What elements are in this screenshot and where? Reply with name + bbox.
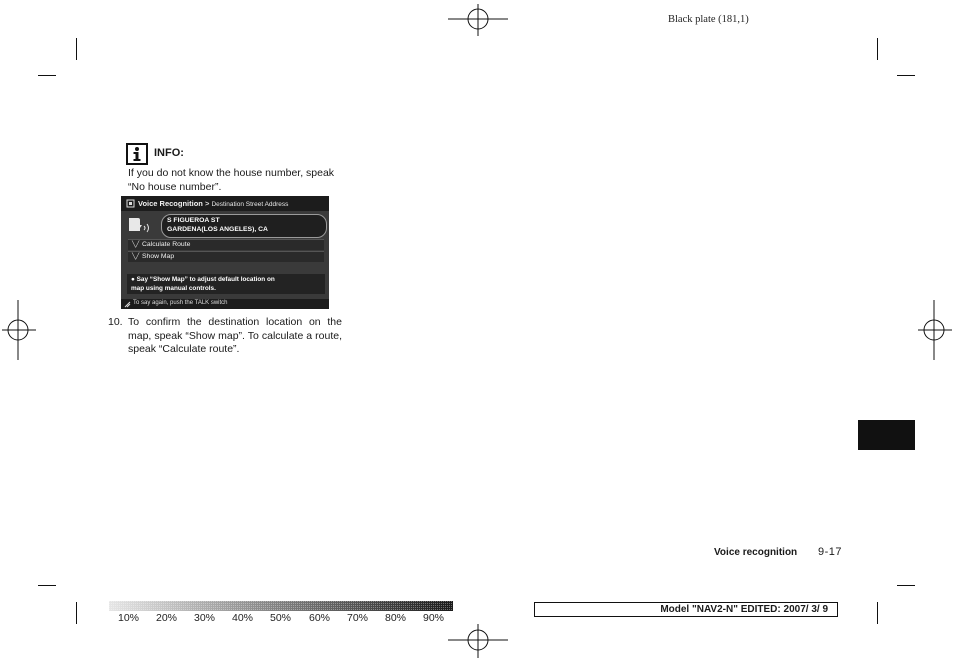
gray-scale-label: 30%	[194, 612, 216, 624]
voice-command-icon: ╲╱	[132, 242, 140, 248]
model-info-box	[534, 602, 838, 617]
voice-hint-line2: map using manual controls.	[131, 285, 216, 292]
info-label: INFO:	[154, 147, 184, 159]
screen-title-separator: >	[204, 199, 210, 208]
voice-recognition-icon	[126, 199, 135, 208]
step-10	[108, 316, 342, 357]
calculate-route-option[interactable]	[128, 239, 324, 250]
crop-mark	[76, 38, 77, 60]
model-info: Model "NAV2-N" EDITED: 2007/ 3/ 9	[660, 604, 828, 615]
gray-scale-label: 90%	[423, 612, 445, 624]
section-tab	[858, 420, 915, 450]
talk-switch-icon	[124, 301, 131, 308]
crop-mark	[897, 585, 915, 586]
voice-hint-box	[127, 274, 325, 294]
voice-hint-line1: ● Say “Show Map” to adjust default location on	[131, 276, 275, 283]
registration-mark-right	[918, 300, 952, 360]
crop-mark	[897, 75, 915, 76]
registration-mark-top	[448, 4, 508, 36]
gray-scale-label: 10%	[118, 612, 140, 624]
crop-mark	[877, 38, 878, 60]
crop-mark	[38, 75, 56, 76]
speaking-head-icon	[127, 217, 153, 233]
info-text: If you do not know the house number, speak “No house number”.	[128, 167, 335, 193]
gray-scale-label: 40%	[232, 612, 254, 624]
step-text: To confirm the destination location on the map, speak “Show map”. To calculate a route, speak “Calculate route”.	[128, 316, 342, 355]
crop-mark	[76, 602, 77, 624]
gray-scale-label: 50%	[270, 612, 292, 624]
info-bullet-icon: ●	[131, 276, 135, 283]
address-street: S FIGUEROA ST	[167, 217, 220, 224]
address-city: GARDENA(LOS ANGELES), CA	[167, 226, 268, 233]
screen-subtitle: Destination Street Address	[211, 201, 289, 208]
voice-recognition-screen	[121, 196, 329, 309]
screen-status-bar	[121, 299, 329, 309]
screen-title	[138, 199, 288, 208]
plate-label: Black plate (181,1)	[668, 14, 749, 25]
gray-scale-bar	[109, 601, 453, 611]
gray-scale-label: 70%	[347, 612, 369, 624]
show-map-option[interactable]	[128, 251, 324, 262]
step-number: 10.	[108, 316, 123, 328]
voice-command-icon: ╲╱	[132, 254, 140, 260]
crop-mark	[877, 602, 878, 624]
gray-scale-label: 60%	[309, 612, 331, 624]
info-icon	[126, 143, 148, 165]
section-title: Voice recognition	[714, 547, 798, 558]
gray-scale-label: 80%	[385, 612, 407, 624]
registration-mark-left	[2, 300, 36, 360]
registration-mark-bottom	[448, 624, 508, 658]
screen-title-text: Voice Recognition	[138, 199, 203, 208]
option-label: Show Map	[142, 253, 175, 260]
crop-mark	[38, 585, 56, 586]
page-number: 9-17	[818, 546, 843, 558]
option-label: Calculate Route	[142, 241, 191, 248]
talk-hint: To say again, push the TALK switch	[133, 300, 228, 306]
destination-address-box[interactable]	[161, 214, 327, 238]
screen-title-bar	[121, 196, 329, 211]
gray-scale-label: 20%	[156, 612, 178, 624]
